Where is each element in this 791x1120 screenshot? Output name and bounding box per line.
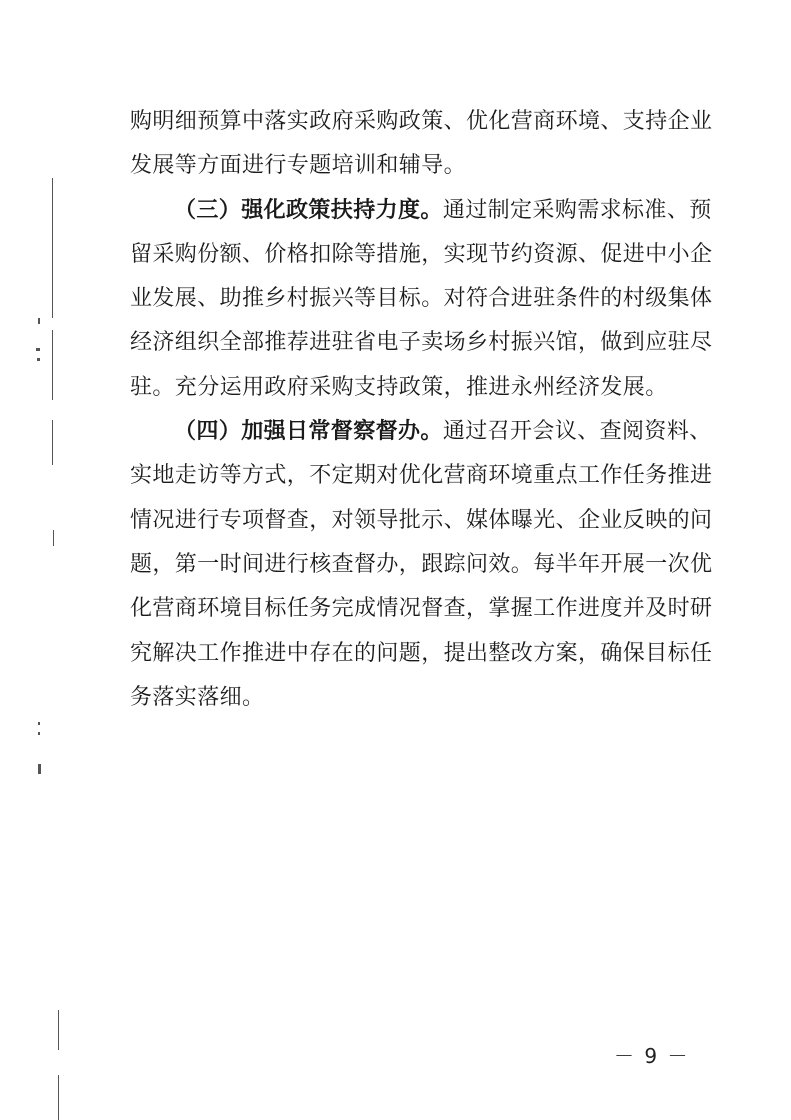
- text-line: [130, 189, 712, 233]
- text-span: 通过召开会议、查阅资料、: [442, 419, 712, 445]
- body-text: [130, 100, 713, 720]
- text-line: 务落实落细。: [130, 684, 265, 710]
- margin-mark: [38, 764, 41, 774]
- section-heading: （三）强化政策扶持力度。: [174, 197, 443, 223]
- margin-mark: [52, 330, 53, 400]
- text-line: 究解决工作推进中存在的问题，提出整改方案，确保目标任: [130, 640, 713, 666]
- text-line: [130, 410, 712, 454]
- margin-mark: [53, 530, 54, 546]
- page-number: － 9 －: [614, 1044, 690, 1068]
- text-line: 经济组织全部推荐进驻省电子卖场乡村振兴馆，做到应驻尽: [130, 330, 713, 356]
- text-line: 实地走访等方式，不定期对优化营商环境重点工作任务推进: [130, 463, 713, 489]
- text-line: 驻。充分运用政府采购支持政策，推进永州经济发展。: [130, 374, 668, 400]
- text-line: 发展等方面进行专题培训和辅导。: [130, 153, 467, 179]
- text-line: 化营商环境目标任务完成情况督查，掌握工作进度并及时研: [130, 596, 713, 622]
- text-line: 业发展、助推乡村振兴等目标。对符合进驻条件的村级集体: [130, 286, 713, 312]
- margin-mark: [38, 722, 40, 725]
- margin-mark: [52, 420, 53, 465]
- margin-mark: [38, 732, 40, 735]
- margin-mark: [38, 318, 40, 324]
- text-line: 购明细预算中落实政府采购政策、优化营商环境、支持企业: [130, 109, 713, 134]
- section-heading: （四）加强日常督察督办。: [174, 419, 443, 445]
- text-line: 情况进行专项督查，对领导批示、媒体曝光、企业反映的问: [130, 507, 713, 533]
- margin-mark: [52, 178, 53, 318]
- margin-mark: [58, 1010, 59, 1050]
- text-line: 留采购份额、价格扣除等措施，实现节约资源、促进中小企: [130, 241, 713, 267]
- margin-mark: [37, 358, 40, 361]
- text-line: 题，第一时间进行核查督办，跟踪问效。每半年开展一次优: [130, 551, 713, 577]
- text-span: 通过制定采购需求标准、预: [442, 197, 712, 223]
- margin-mark: [36, 348, 40, 351]
- margin-mark: [58, 1075, 59, 1120]
